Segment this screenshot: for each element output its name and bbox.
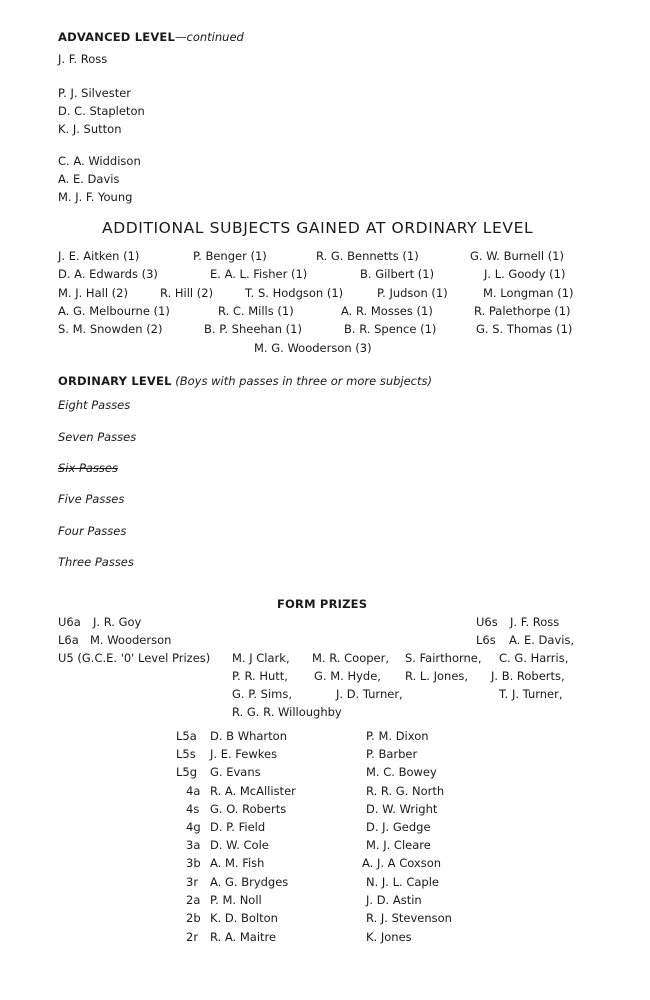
passes-label: Three Passes	[58, 555, 134, 569]
additional-entry: T. S. Hodgson (1)	[245, 286, 344, 300]
passes-label: Seven Passes	[58, 430, 137, 444]
form-winner: D. P. Field	[210, 820, 266, 834]
additional-entry: R. G. Bennetts (1)	[316, 249, 419, 263]
u5-winner: R. G. R. Willoughby	[232, 705, 342, 719]
additional-entry: A. R. Mosses (1)	[341, 304, 433, 318]
advanced-name: C. A. Widdison	[58, 154, 141, 168]
form-runner-up: R. R. G. North	[366, 784, 445, 798]
additional-entry: R. Palethorpe (1)	[474, 304, 571, 318]
additional-entry: D. A. Edwards (3)	[58, 267, 158, 281]
form-winner: M. Wooderson	[90, 633, 172, 647]
additional-entry: A. G. Melbourne (1)	[58, 304, 170, 318]
form-code: L6a	[58, 633, 79, 647]
u5-winner: M. R. Cooper,	[312, 651, 389, 665]
additional-entry: M. J. Hall (2)	[58, 286, 128, 300]
form-runner-up: M. C. Bowey	[366, 765, 437, 779]
form-code: U6a	[58, 615, 81, 629]
u5-winner: J. D. Turner,	[336, 687, 403, 701]
form-winner: J. R. Goy	[93, 615, 142, 629]
advanced-heading-bold: ADVANCED LEVEL	[58, 30, 176, 44]
form-code: 4s	[186, 802, 200, 816]
form-code: L5g	[176, 765, 198, 779]
form-winner: P. M. Noll	[210, 893, 262, 907]
form-code: L6s	[476, 633, 496, 647]
form-runner-up: A. J. A Coxson	[362, 856, 442, 870]
form-code: 4g	[186, 820, 201, 834]
form-runner-up: J. D. Astin	[366, 893, 422, 907]
advanced-heading-continued: —continued	[175, 30, 244, 44]
form-winner: G. Evans	[210, 765, 261, 779]
form-runner-up: K. Jones	[366, 930, 412, 944]
form-code: 4a	[186, 784, 201, 798]
additional-entry: S. M. Snowden (2)	[58, 322, 163, 336]
form-winner: D. W. Cole	[210, 838, 269, 852]
additional-entry: P. Benger (1)	[193, 249, 267, 263]
form-winner: R. A. McAllister	[210, 784, 296, 798]
form-runner-up: N. J. L. Caple	[366, 875, 439, 889]
advanced-name: J. F. Ross	[58, 52, 108, 66]
form-runner-up: P. Barber	[366, 747, 418, 761]
ordinary-heading-bold: ORDINARY LEVEL	[58, 374, 172, 388]
passes-label: Four Passes	[58, 524, 127, 538]
form-code: L5s	[176, 747, 196, 761]
ordinary-heading-note: (Boys with passes in three or more subjects)	[175, 374, 432, 388]
form-winner: R. A. Maitre	[210, 930, 277, 944]
additional-entry: G. W. Burnell (1)	[470, 249, 564, 263]
advanced-level-heading	[58, 30, 244, 44]
passes-label: Eight Passes	[58, 398, 131, 412]
u5-winner: S. Fairthorne,	[405, 651, 482, 665]
ordinary-level-heading	[58, 374, 432, 388]
u5-winner: G. M. Hyde,	[314, 669, 381, 683]
passes-label-struck: Six Passes	[58, 461, 118, 475]
u5-label: U5 (G.C.E. '0' Level Prizes)	[58, 651, 211, 665]
form-prizes-title: FORM PRIZES	[277, 597, 368, 611]
additional-entry: B. P. Sheehan (1)	[204, 322, 302, 336]
additional-entry: M. G. Wooderson (3)	[254, 341, 372, 355]
u5-winner: C. G. Harris,	[499, 651, 569, 665]
additional-entry: R. Hill (2)	[160, 286, 214, 300]
passes-label: Five Passes	[58, 492, 125, 506]
u5-winner: R. L. Jones,	[405, 669, 469, 683]
advanced-name: D. C. Stapleton	[58, 104, 145, 118]
additional-subjects-title: ADDITIONAL SUBJECTS GAINED AT ORDINARY LEVEL	[102, 219, 534, 237]
form-code: 2a	[186, 893, 201, 907]
u5-winner: P. R. Hutt,	[232, 669, 288, 683]
additional-entry: E. A. L. Fisher (1)	[210, 267, 308, 281]
u5-winner: J. B. Roberts,	[491, 669, 565, 683]
additional-entry: P. Judson (1)	[377, 286, 448, 300]
advanced-name: M. J. F. Young	[58, 190, 133, 204]
u5-winner: T. J. Turner,	[499, 687, 563, 701]
form-runner-up: D. J. Gedge	[366, 820, 431, 834]
form-runner-up: P. M. Dixon	[366, 729, 429, 743]
form-code: U6s	[476, 615, 498, 629]
form-winner: D. B Wharton	[210, 729, 287, 743]
form-winner: J. F. Ross	[510, 615, 560, 629]
advanced-name: P. J. Silvester	[58, 86, 132, 100]
additional-entry: J. E. Aitken (1)	[58, 249, 140, 263]
form-runner-up: R. J. Stevenson	[366, 911, 452, 925]
form-winner: J. E. Fewkes	[210, 747, 278, 761]
additional-entry: M. Longman (1)	[483, 286, 574, 300]
additional-entry: R. C. Mills (1)	[218, 304, 294, 318]
form-winner: K. D. Bolton	[210, 911, 278, 925]
u5-winner: G. P. Sims,	[232, 687, 293, 701]
form-code: 3a	[186, 838, 201, 852]
form-winner: A. G. Brydges	[210, 875, 289, 889]
form-code: 3r	[186, 875, 199, 889]
u5-winner: M. J Clark,	[232, 651, 290, 665]
additional-entry: B. Gilbert (1)	[360, 267, 435, 281]
advanced-name: A. E. Davis	[58, 172, 120, 186]
form-runner-up: D. W. Wright	[366, 802, 438, 816]
additional-entry: B. R. Spence (1)	[344, 322, 437, 336]
form-winner: G. O. Roberts	[210, 802, 287, 816]
additional-entry: G. S. Thomas (1)	[476, 322, 573, 336]
form-code: 2b	[186, 911, 201, 925]
form-code: L5a	[176, 729, 197, 743]
form-code: 2r	[186, 930, 199, 944]
additional-entry: J. L. Goody (1)	[484, 267, 566, 281]
form-code: 3b	[186, 856, 201, 870]
form-winner: A. E. Davis,	[509, 633, 575, 647]
form-winner: A. M. Fish	[210, 856, 265, 870]
advanced-name: K. J. Sutton	[58, 122, 122, 136]
form-runner-up: M. J. Cleare	[366, 838, 431, 852]
